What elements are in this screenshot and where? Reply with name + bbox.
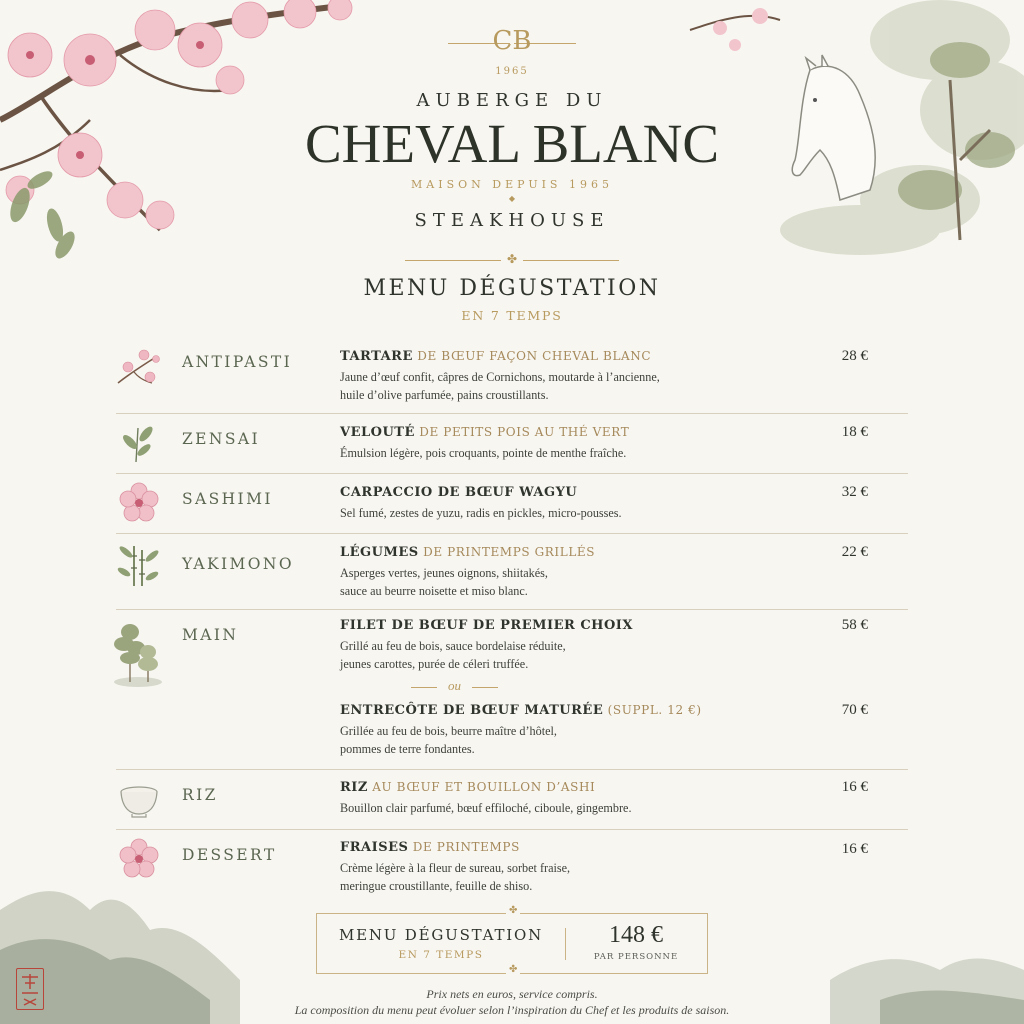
dish-price: 22 € xyxy=(841,544,868,560)
box-ornament-bottom: ✤ xyxy=(506,964,520,975)
footer-note-prices: Prix nets en euros, service compris. xyxy=(426,987,598,1001)
course-riz: RIZ xyxy=(182,786,218,804)
dish-price: 58 € xyxy=(841,617,868,633)
menu-title: MENU DÉGUSTATION xyxy=(363,276,661,301)
dish-desc-line: Bouillon clair parfumé, bœuf effiloché, ciboule, gingembre. xyxy=(340,801,632,815)
course-main: MAIN xyxy=(182,626,239,644)
course-yakimono: YAKIMONO xyxy=(182,555,294,573)
dish-desc-line: Grillée au feu de bois, beurre maître d’hôtel, xyxy=(340,724,557,738)
dish-title: TARTARE DE BŒUF FAÇON CHEVAL BLANC xyxy=(340,349,652,364)
dish-desc-line: jeunes carottes, purée de céleri truffée. xyxy=(340,657,529,671)
sakura-flower-icon xyxy=(116,836,162,882)
dish-price: 18 € xyxy=(841,424,868,440)
row-divider xyxy=(116,769,908,770)
leaf-sprig-icon xyxy=(116,420,162,466)
rice-bowl-icon xyxy=(116,776,162,822)
tagline: MAISON DEPUIS 1965 xyxy=(411,178,613,191)
dish-price: 16 € xyxy=(841,841,868,857)
menu-price-box xyxy=(316,905,708,975)
box-menu-title: MENU DÉGUSTATION xyxy=(338,926,544,944)
founding-year: 1965 xyxy=(495,66,529,77)
monogram: CB xyxy=(492,26,532,56)
row-divider xyxy=(116,533,908,534)
dish-price: 16 € xyxy=(841,779,868,795)
restaurant-prefix: AUBERGE DU xyxy=(416,90,608,111)
or-rule-right xyxy=(472,687,498,688)
bamboo-icon xyxy=(116,542,162,588)
dish-title: ENTRECÔTE DE BŒUF MATURÉE (SUPPL. 12 €) xyxy=(340,703,702,718)
course-antipasti: ANTIPASTI xyxy=(182,353,293,371)
dish-desc-line: Sel fumé, zestes de yuzu, radis en pickles, micro-pousses. xyxy=(340,506,622,520)
box-price: 148 € xyxy=(609,922,663,948)
restaurant-type: STEAKHOUSE xyxy=(414,210,610,231)
footer-note-composition: La composition du menu peut évoluer selon l’inspiration du Chef et les produits de saison. xyxy=(294,1003,730,1017)
row-divider xyxy=(116,413,908,414)
dish-desc-line: Jaune d’œuf confit, câpres de Cornichons, moutarde à l’ancienne, xyxy=(340,370,660,384)
dish-desc-line: Asperges vertes, jeunes oignons, shiitakés, xyxy=(340,566,548,580)
flower-ornament-icon: ✤ xyxy=(506,252,518,266)
box-ornament-top: ✤ xyxy=(506,905,520,916)
dish-price: 70 € xyxy=(841,702,868,718)
dish-desc-line: Crème légère à la fleur de sureau, sorbet fraise, xyxy=(340,861,571,875)
course-dessert: DESSERT xyxy=(182,846,277,864)
row-divider xyxy=(116,473,908,474)
dish-title: FILET DE BŒUF DE PREMIER CHOIX xyxy=(340,618,633,633)
dish-title: CARPACCIO DE BŒUF WAGYU xyxy=(340,485,578,500)
trees-icon xyxy=(112,618,166,690)
row-divider xyxy=(116,609,908,610)
dish-desc-line: pommes de terre fondantes. xyxy=(340,742,475,756)
dish-title: FRAISES DE PRINTEMPS xyxy=(340,840,520,855)
or-rule-left xyxy=(411,687,437,688)
dish-desc-line: Émulsion légère, pois croquants, pointe de menthe fraîche. xyxy=(340,446,627,460)
dish-price: 32 € xyxy=(841,484,868,500)
dish-desc-line: Grillé au feu de bois, sauce bordelaise réduite, xyxy=(340,639,566,653)
dish-desc-line: meringue croustillante, feuille de shiso. xyxy=(340,879,533,893)
dish-title: LÉGUMES DE PRINTEMPS GRILLÉS xyxy=(340,545,596,560)
sakura-flower-icon xyxy=(116,480,162,526)
dish-desc-line: sauce au beurre noisette et miso blanc. xyxy=(340,584,528,598)
dish-title: RIZ AU BŒUF ET BOUILLON D’ASHI xyxy=(340,780,596,795)
dish-title: VELOUTÉ DE PETITS POIS AU THÉ VERT xyxy=(340,425,630,440)
cherry-branch-icon xyxy=(116,345,162,391)
dish-desc-line: huile d’olive parfumée, pains croustillants. xyxy=(340,388,549,402)
dish-price: 28 € xyxy=(841,348,868,364)
or-label: ou xyxy=(448,678,461,693)
course-zensai: ZENSAI xyxy=(182,430,260,448)
box-price-note: PAR PERSONNE xyxy=(593,952,679,962)
tagline-ornament: ◆ xyxy=(508,194,516,203)
row-divider xyxy=(116,829,908,830)
course-sashimi: SASHIMI xyxy=(182,490,273,508)
menu-subtitle: EN 7 TEMPS xyxy=(461,308,563,323)
restaurant-name: CHEVAL BLANC xyxy=(304,113,720,174)
box-menu-subtitle: EN 7 TEMPS xyxy=(398,949,484,961)
